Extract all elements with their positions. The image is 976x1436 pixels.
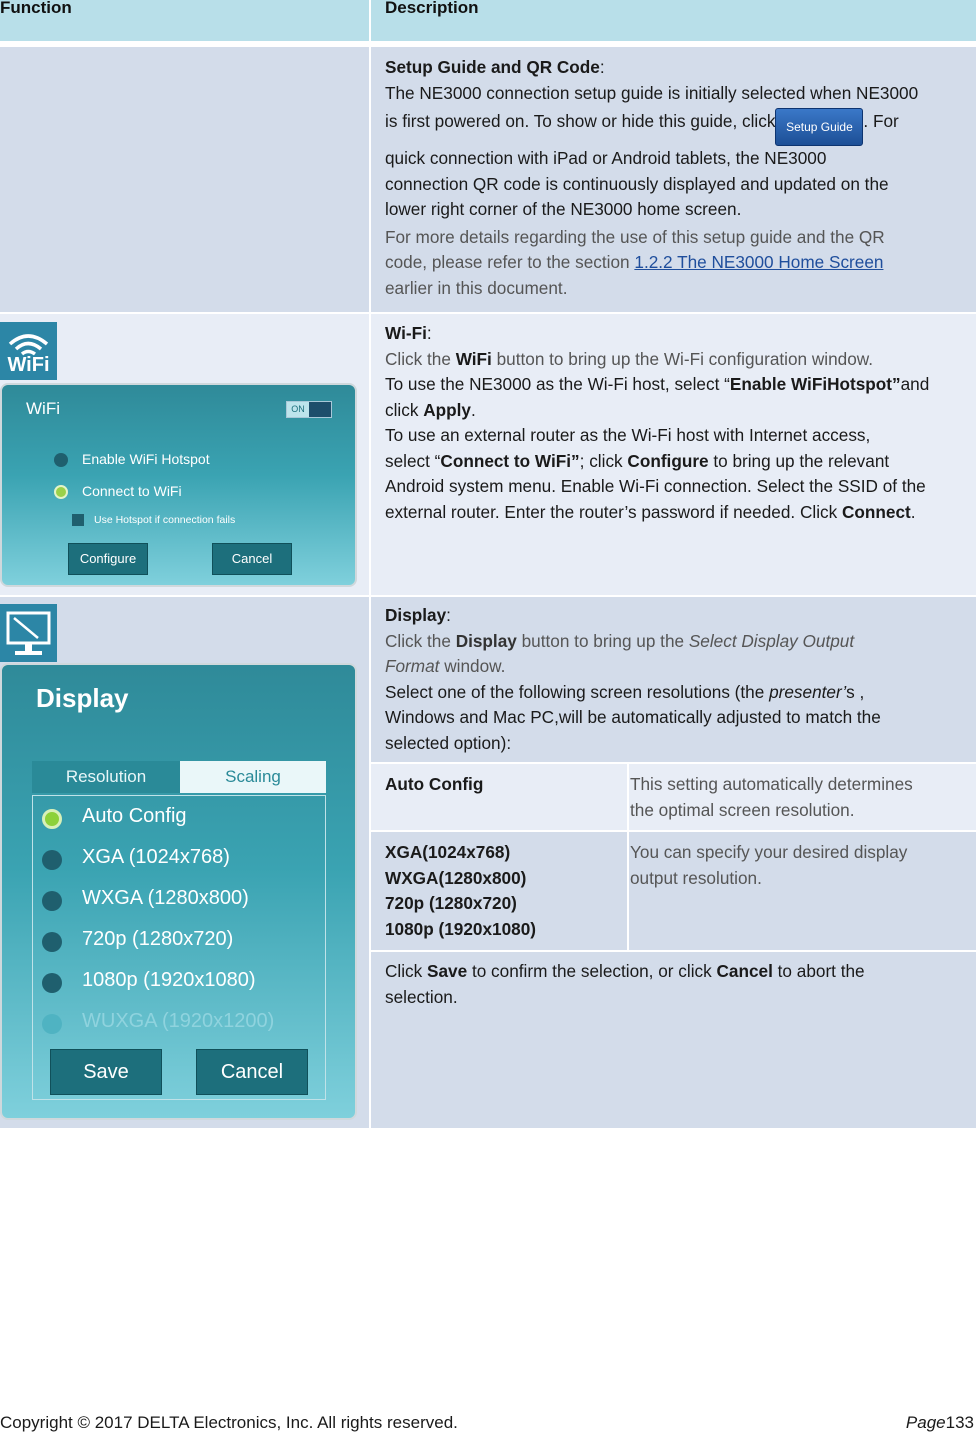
display-text: Display	[455, 630, 517, 651]
resolution-radio[interactable]	[42, 809, 62, 829]
display-text: window.	[444, 656, 506, 676]
display-dialog	[0, 663, 357, 1120]
table-header	[0, 0, 976, 41]
resolution-names	[385, 840, 620, 942]
auto-config-desc	[630, 772, 970, 823]
subtable-divider	[371, 950, 976, 952]
display-text: button to bring up the	[521, 630, 685, 651]
wifi-text: Android system menu. Enable Wi-Fi connection. Select the SSID of the	[385, 476, 926, 496]
resolution-name: 1080p (1920x1080)	[385, 918, 536, 939]
setup-text: quick connection with iPad or Android tablets, the NE3000	[385, 148, 827, 168]
wifi-text: Connect to WiFi”	[440, 450, 580, 471]
wifi-icon-label: WiFi	[7, 354, 50, 376]
wifi-text: Configure	[627, 450, 709, 471]
wifi-text: Enable WiFiHotspot”	[729, 374, 901, 394]
resolution-radio[interactable]	[42, 850, 62, 870]
resolution-name: 720p (1280x720)	[385, 893, 517, 913]
resolution-name: XGA(1024x768)	[385, 842, 511, 862]
resolution-radio[interactable]	[42, 932, 62, 952]
display-text: selected option):	[385, 732, 512, 753]
setup-title: Setup Guide and QR Code	[385, 57, 600, 77]
display-cancel-button[interactable]: Cancel	[196, 1049, 308, 1095]
colon: :	[599, 57, 605, 77]
wifi-text: To use an external router as the Wi-Fi host with Internet access,	[385, 425, 871, 445]
colon: :	[446, 605, 451, 625]
setup-text: The NE3000 connection setup guide is initially selected when NE3000	[385, 82, 919, 103]
subtable-divider	[371, 830, 976, 832]
auto-config-desc-text: the optimal screen resolution.	[630, 799, 855, 820]
display-title: Display	[385, 605, 447, 625]
wifi-text: to bring up the relevant	[713, 450, 890, 471]
use-hotspot-label: Use Hotspot if connection fails	[94, 514, 236, 526]
display-text: Select one of the following screen resolutions (the	[385, 681, 765, 702]
wifi-text: .	[470, 399, 476, 420]
wifi-text: external router. Enter the router’s password if needed. Click	[385, 501, 838, 522]
wifi-text: Connect	[842, 501, 911, 522]
resolution-name: WXGA(1280x800)	[385, 867, 527, 888]
colon: :	[426, 323, 432, 343]
display-text: Click the	[385, 630, 451, 651]
auto-config-desc-text: This setting automatically determines	[630, 774, 913, 794]
note-text: to abort the	[777, 961, 865, 981]
header-divider	[369, 0, 371, 41]
setup-note: code, please refer to the section	[385, 252, 630, 272]
tab-resolution[interactable]: Resolution	[32, 761, 180, 793]
setup-note: earlier in this document.	[385, 277, 568, 298]
display-text: Windows and Mac PC,will be automatically adjusted to match the	[385, 707, 881, 727]
wifi-text: To use the NE3000 as the Wi-Fi host, select “	[385, 374, 730, 394]
setup-description	[385, 55, 975, 301]
resolution-option-label: Auto Config	[82, 805, 187, 827]
wifi-text: Click the	[385, 348, 451, 369]
wifi-text: and	[900, 374, 930, 394]
resolution-radio[interactable]	[42, 973, 62, 993]
header-description: Description	[385, 0, 479, 17]
wifi-text: ; click	[579, 450, 623, 471]
copyright: Copyright © 2017 DELTA Electronics, Inc. All rights reserved.	[0, 1413, 458, 1432]
hotspot-radio[interactable]	[54, 453, 68, 467]
wifi-dialog-title: WiFi	[26, 399, 60, 418]
resolution-radio[interactable]	[42, 1014, 62, 1034]
display-description	[385, 603, 975, 756]
display-text: Format	[385, 656, 440, 676]
wifi-text: click	[385, 399, 419, 420]
wifi-dialog	[0, 383, 357, 587]
auto-config-name	[385, 772, 615, 798]
resolution-desc-text: output resolution.	[630, 867, 762, 888]
display-text: presenter’	[769, 681, 847, 702]
connect-wifi-radio[interactable]	[54, 485, 68, 499]
page-number	[906, 1413, 974, 1433]
setup-text: lower right corner of the NE3000 home screen.	[385, 199, 742, 219]
wifi-text: WiFi	[455, 348, 492, 369]
tab-scaling[interactable]: Scaling	[180, 761, 326, 793]
note-text: to confirm the selection, or click	[471, 961, 712, 981]
setup-text: is first powered on. To show or hide this guide, click	[385, 111, 776, 131]
wifi-cancel-button[interactable]: Cancel	[212, 543, 292, 575]
wifi-toggle-label: ON	[287, 402, 309, 417]
setup-note: For more details regarding the use of this setup guide and the QR	[385, 226, 885, 247]
wifi-toggle[interactable]	[286, 401, 332, 418]
resolution-desc-text: You can specify your desired display	[630, 842, 908, 862]
save-cancel-note	[385, 959, 975, 1010]
resolution-option-label: 1080p (1920x1080)	[82, 969, 256, 991]
note-text: Save	[427, 961, 468, 981]
note-text: selection.	[385, 986, 458, 1007]
column-divider	[369, 47, 371, 1128]
page-label: Page	[905, 1413, 946, 1432]
wifi-icon	[0, 322, 57, 380]
save-button[interactable]: Save	[50, 1049, 162, 1095]
subtable-col-divider	[627, 764, 629, 950]
wifi-title: Wi-Fi	[385, 323, 427, 343]
auto-config-label: Auto Config	[385, 774, 484, 794]
header-function: Function	[0, 0, 72, 17]
resolution-option-label: XGA (1024x768)	[82, 846, 230, 868]
wifi-text: Apply	[423, 399, 471, 420]
resolution-desc	[630, 840, 970, 891]
display-dialog-title: Display	[36, 683, 129, 713]
display-icon	[0, 604, 57, 662]
setup-guide-button[interactable]: Setup Guide	[775, 108, 863, 146]
setup-text: connection QR code is continuously displayed and updated on the	[385, 173, 889, 194]
note-text: Click	[385, 961, 423, 981]
display-text: s ,	[846, 681, 865, 702]
page-number-value: 133	[945, 1413, 974, 1432]
wifi-description	[385, 321, 975, 525]
resolution-option-label: WXGA (1280x800)	[82, 887, 249, 909]
wifi-text: button to bring up the Wi-Fi configuration window.	[496, 348, 874, 369]
home-screen-link[interactable]: 1.2.2 The NE3000 Home Screen	[634, 252, 884, 272]
connect-wifi-option-label: Connect to WiFi	[82, 483, 182, 499]
configure-button[interactable]: Configure	[68, 543, 148, 575]
use-hotspot-checkbox[interactable]	[72, 514, 84, 526]
hotspot-option-label: Enable WiFi Hotspot	[82, 451, 210, 467]
wifi-text: .	[910, 501, 916, 522]
setup-text: . For	[863, 111, 899, 131]
resolution-option-label: 720p (1280x720)	[82, 928, 234, 950]
resolution-radio[interactable]	[42, 891, 62, 911]
note-text: Cancel	[716, 961, 773, 981]
wifi-text: select “	[385, 450, 441, 471]
resolution-option-label: WUXGA (1920x1200)	[82, 1010, 275, 1032]
display-text: Select Display Output	[688, 630, 855, 651]
